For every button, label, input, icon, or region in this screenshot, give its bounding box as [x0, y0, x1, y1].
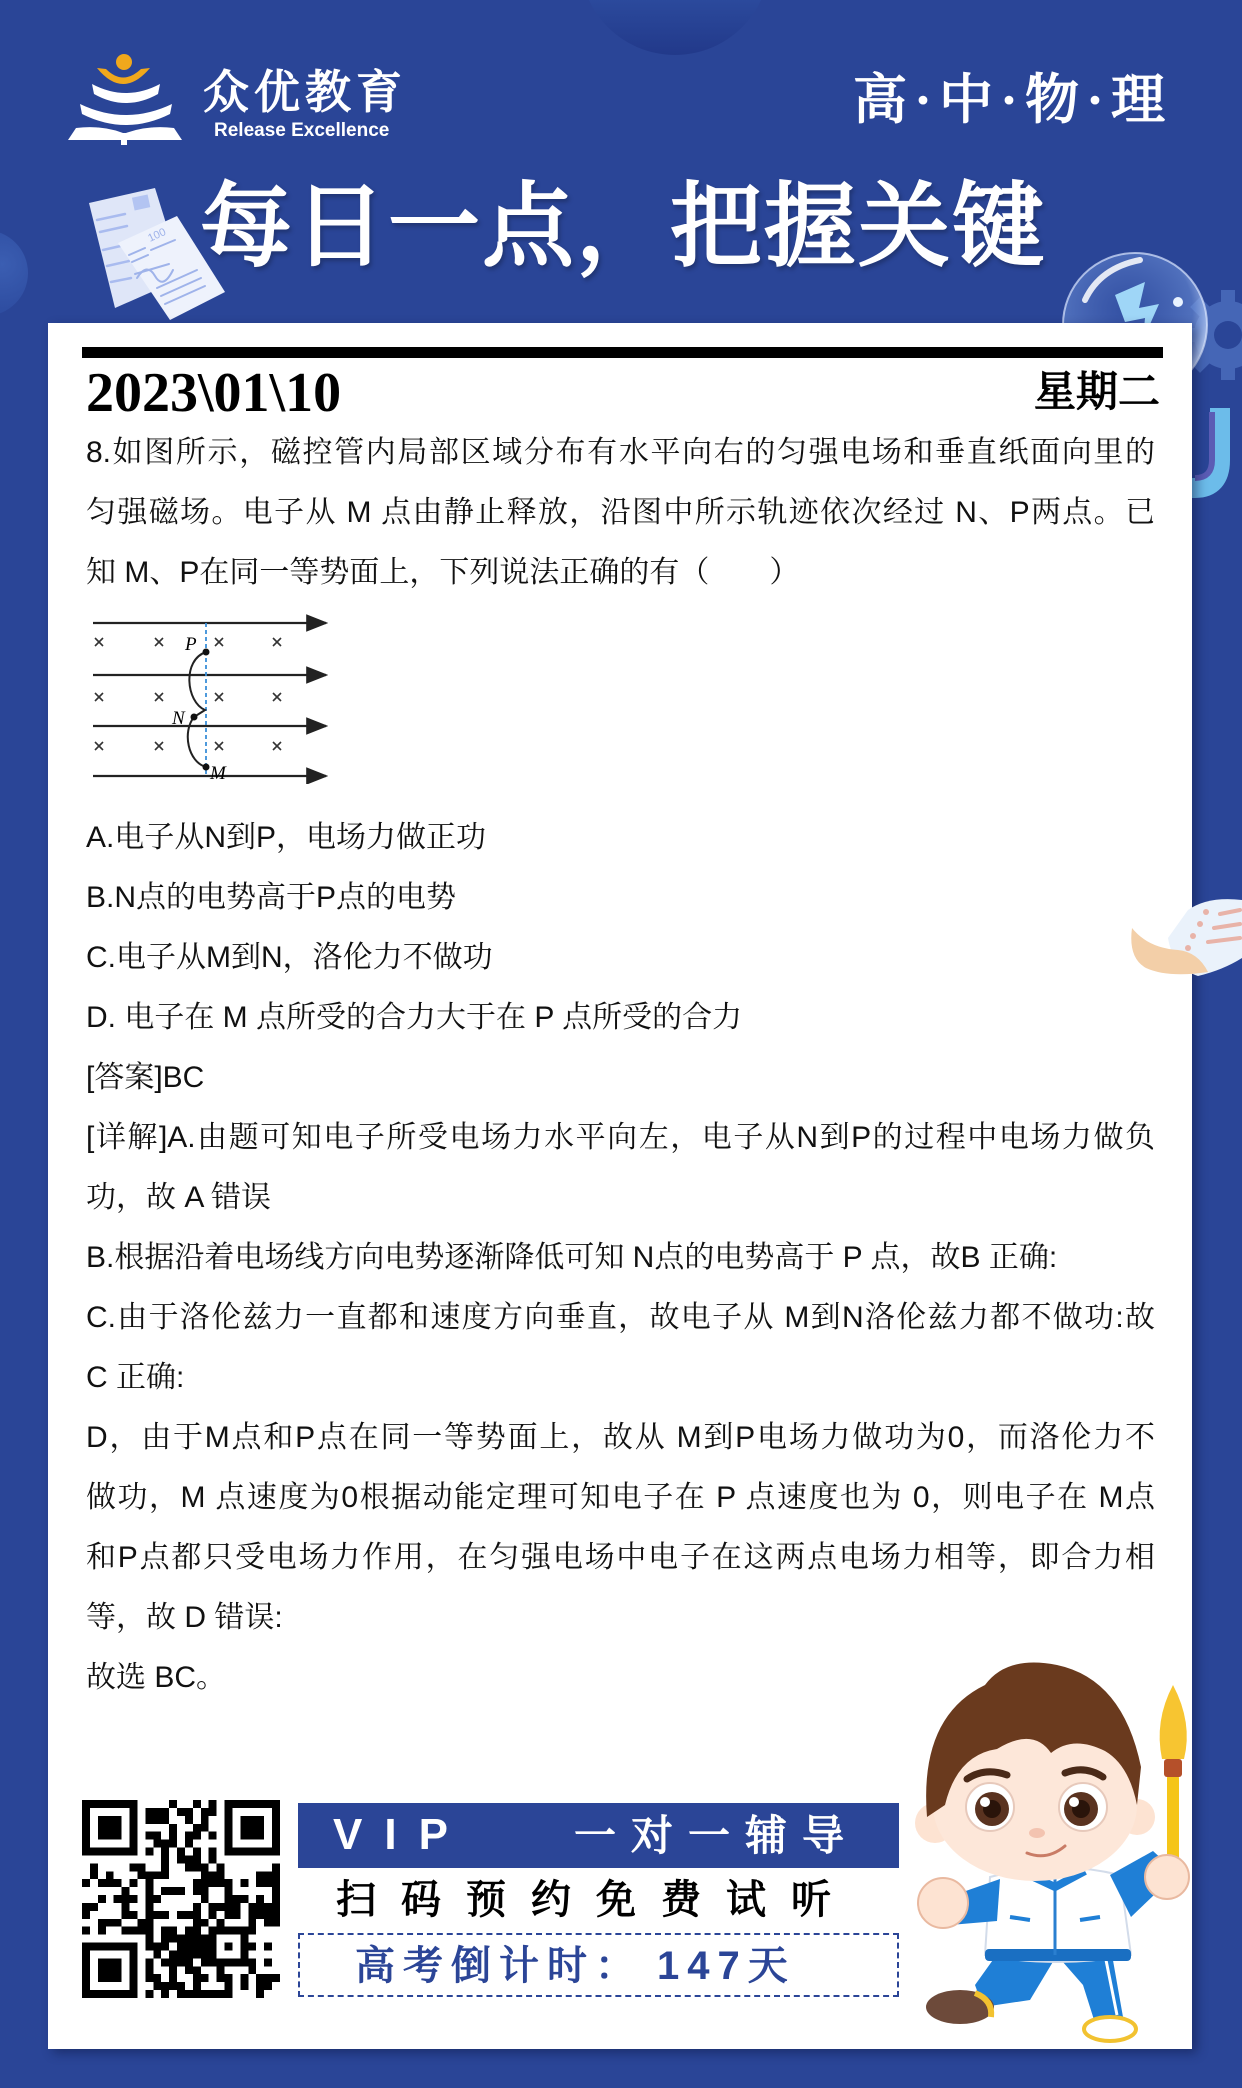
question-line: 匀强磁场。电子从 M 点由静止释放，沿图中所示轨迹依次经过 N、P两点。已	[86, 496, 1155, 529]
option-d: D. 电子在 M 点所受的合力大于在 P 点所受的合力	[86, 1001, 743, 1034]
explanation-line: C.由于洛伦兹力一直都和速度方向垂直，故电子从 M到N洛伦兹力都不做功:故	[86, 1301, 1155, 1334]
countdown-label: 高考倒计时：	[355, 1944, 643, 1988]
explanation-line: D，由于M点和P点在同一等势面上，故从 M到P电场力做功为0，而洛伦力不	[86, 1421, 1155, 1454]
header-rule-divider	[82, 347, 1163, 358]
exam-countdown	[355, 1943, 796, 1989]
point-n	[191, 714, 198, 721]
vip-label: VIP	[333, 1810, 470, 1859]
page-headline: 每日一点，把握关键	[200, 176, 1047, 278]
decorative-sphere	[580, 0, 770, 55]
option-c: C.电子从M到N，洛伦力不做功	[86, 941, 493, 974]
qr-code	[82, 1800, 280, 1998]
document-papers-icon	[85, 170, 230, 325]
option-a: A.电子从N到P，电场力做正功	[86, 821, 487, 854]
brand-name: 众优教育	[203, 66, 407, 118]
explanation-line: 功，故 A 错误	[86, 1181, 272, 1214]
electron-trajectory	[188, 652, 206, 767]
explanation-line: [详解]A.由题可知电子所受电场力水平向左，电子从N到P的过程中电场力做负	[86, 1121, 1155, 1154]
explanation-line: 做功，M 点速度为0根据动能定理可知电子在 P 点速度也为 0，则电子在 M点	[86, 1481, 1155, 1514]
question-line: 知 M、P在同一等势面上，下列说法正确的有（ ）	[86, 556, 800, 589]
scan-cta-text: 扫码预约免费试听	[336, 1878, 856, 1922]
vip-service-label: 一对一辅导	[574, 1812, 860, 1859]
countdown-days: 147天	[657, 1944, 796, 1988]
explanation-line: 和P点都只受电场力作用，在匀强电场中电子在这两点电场力相等，即合力相	[86, 1541, 1155, 1574]
answer-line: [答案]BC	[86, 1061, 205, 1094]
label-m: M	[210, 763, 226, 784]
question-text	[86, 423, 1155, 603]
point-p	[203, 649, 210, 656]
weekday-label: 星期二	[1033, 370, 1160, 416]
label-p: P	[185, 634, 197, 655]
explanation-line: C 正确:	[86, 1361, 185, 1394]
point-m	[203, 764, 210, 771]
explanation-line: B.根据沿着电场线方向电势逐渐降低可知 N点的电势高于 P 点，故B 正确:	[86, 1241, 1058, 1274]
explanation-line: 故选 BC。	[86, 1661, 227, 1694]
label-n: N	[172, 708, 185, 729]
explanation-line: 等，故 D 错误:	[86, 1601, 283, 1634]
curled-paper-decoration	[1128, 888, 1242, 988]
brand-logo-icon	[66, 50, 186, 146]
brand-tagline: Release Excellence	[214, 120, 390, 141]
svg-text:100: 100	[146, 226, 168, 245]
subject-title: 高·中·物·理	[853, 70, 1173, 130]
electric-field-lines	[93, 623, 326, 776]
question-line: 8.如图所示，磁控管内局部区域分布有水平向右的匀强电场和垂直纸面向里的	[86, 436, 1155, 469]
decorative-sphere-left	[0, 230, 28, 316]
option-b: B.N点的电势高于P点的电势	[86, 881, 457, 914]
mascot-illustration	[905, 1655, 1195, 2050]
date-label: 2023\01\10	[86, 362, 342, 424]
physics-figure-diagram	[86, 612, 336, 784]
options-and-explanation	[86, 808, 1155, 1708]
